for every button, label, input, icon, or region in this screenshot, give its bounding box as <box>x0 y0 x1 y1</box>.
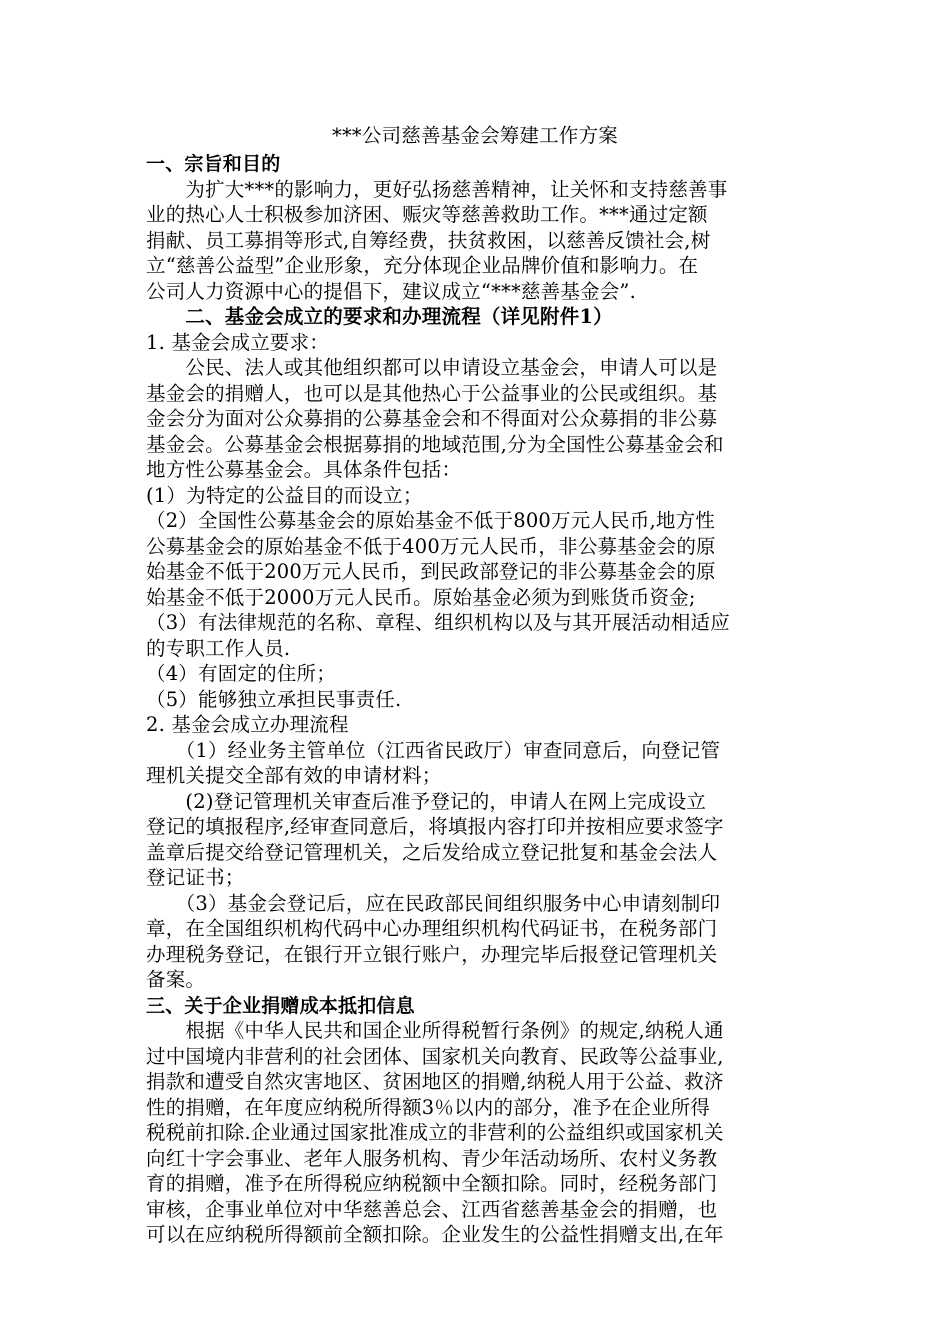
paragraph-line: 育的捐赠，准予在所得税应纳税额中全额扣除。同时，经税务部门 <box>146 1172 718 1195</box>
paragraph-line: 捐款和遭受自然灾害地区、贫困地区的捐赠,纳税人用于公益、救济 <box>146 1070 724 1093</box>
document-title: ***公司慈善基金会筹建工作方案 <box>332 124 618 147</box>
paragraph-line: 过中国境内非营利的社会团体、国家机关向教育、民政等公益事业, <box>146 1045 724 1068</box>
paragraph-line: 公募基金会的原始基金不低于400万元人民币，非公募基金会的原 <box>146 535 716 558</box>
paragraph-line: （3）基金会登记后，应在民政部民间组织服务中心申请刻制印 <box>146 892 721 915</box>
paragraph-line: 办理税务登记，在银行开立银行账户，办理完毕后报登记管理机关 <box>146 943 718 966</box>
paragraph-line: （1）经业务主管单位（江西省民政厅）审查同意后，向登记管 <box>146 739 721 762</box>
paragraph-line: （3）有法律规范的名称、章程、组织机构以及与其开展活动相适应 <box>146 611 730 634</box>
paragraph-line: 性的捐赠，在年度应纳税所得额3％以内的部分，准予在企业所得 <box>146 1096 711 1119</box>
paragraph-line: 始基金不低于200万元人民币，到民政部登记的非公募基金会的原 <box>146 560 716 583</box>
paragraph-line: （2）全国性公募基金会的原始基金不低于800万元人民币,地方性 <box>146 509 716 532</box>
paragraph-line: 可以在应纳税所得额前全额扣除。企业发生的公益性捐赠支出,在年 <box>146 1223 724 1246</box>
paragraph-line: 根据《中华人民共和国企业所得税暂行条例》的规定,纳税人通 <box>146 1019 724 1042</box>
paragraph-line: 立“慈善公益型”企业形象，充分体现企业品牌价值和影响力。在 <box>146 254 699 277</box>
paragraph-line: 盖章后提交给登记管理机关，之后发给成立登记批复和基金会法人 <box>146 841 718 864</box>
paragraph-line: 为扩大***的影响力，更好弘扬慈善精神，让关怀和支持慈善事 <box>146 178 728 201</box>
section-heading: 二、基金会成立的要求和办理流程（详见附件1） <box>146 305 613 328</box>
paragraph-line: 向红十字会事业、老年人服务机构、青少年活动场所、农村义务教 <box>146 1147 718 1170</box>
paragraph-line: 登记证书； <box>146 866 245 889</box>
paragraph-line: 金会分为面对公众募捐的公募基金会和不得面对公众募捐的非公募 <box>146 407 718 430</box>
paragraph-line: （4）有固定的住所； <box>146 662 336 685</box>
paragraph-line: 的专职工作人员. <box>146 637 291 660</box>
paragraph-line: 1. 基金会成立要求： <box>146 331 330 354</box>
paragraph-line: 基金会的捐赠人，也可以是其他热心于公益事业的公民或组织。基 <box>146 382 718 405</box>
paragraph-line: 登记的填报程序,经审查同意后，将填报内容打印并按相应要求签字 <box>146 815 724 838</box>
paragraph-line: 理机关提交全部有效的申请材料； <box>146 764 442 787</box>
paragraph-line: （5）能够独立承担民事责任. <box>146 688 402 711</box>
paragraph-line: 基金会。公募基金会根据募捐的地域范围,分为全国性公募基金会和 <box>146 433 724 456</box>
paragraph-line: 公民、法人或其他组织都可以申请设立基金会，申请人可以是 <box>146 356 718 379</box>
paragraph-line: (1）为特定的公益目的而设立； <box>146 484 423 507</box>
paragraph-line: 备案。 <box>146 968 206 991</box>
paragraph-line: 捐献、员工募捐等形式,自筹经费，扶贫救困，以慈善反馈社会,树 <box>146 229 711 252</box>
paragraph-line: 地方性公募基金会。具体条件包括： <box>146 458 462 481</box>
section-heading: 一、宗旨和目的 <box>146 153 281 175</box>
paragraph-line: 业的热心人士积极参加济困、赈灾等慈善救助工作。***通过定额 <box>146 203 708 226</box>
paragraph-line: 2. 基金会成立办理流程 <box>146 713 349 736</box>
paragraph-line: 审核，企事业单位对中华慈善总会、江西省慈善基金会的捐赠，也 <box>146 1198 718 1221</box>
section-heading: 三、关于企业捐赠成本抵扣信息 <box>146 995 415 1017</box>
paragraph-line: (2)登记管理机关审查后准予登记的，申请人在网上完成设立 <box>146 790 707 813</box>
paragraph-line: 公司人力资源中心的提倡下，建议成立“***慈善基金会”. <box>146 280 636 303</box>
paragraph-line: 始基金不低于2000万元人民币。原始基金必须为到账货币资金; <box>146 586 696 609</box>
paragraph-line: 章，在全国组织机构代码中心办理组织机构代码证书，在税务部门 <box>146 917 718 940</box>
paragraph-line: 税税前扣除.企业通过国家批准成立的非营利的公益组织或国家机关 <box>146 1121 724 1144</box>
